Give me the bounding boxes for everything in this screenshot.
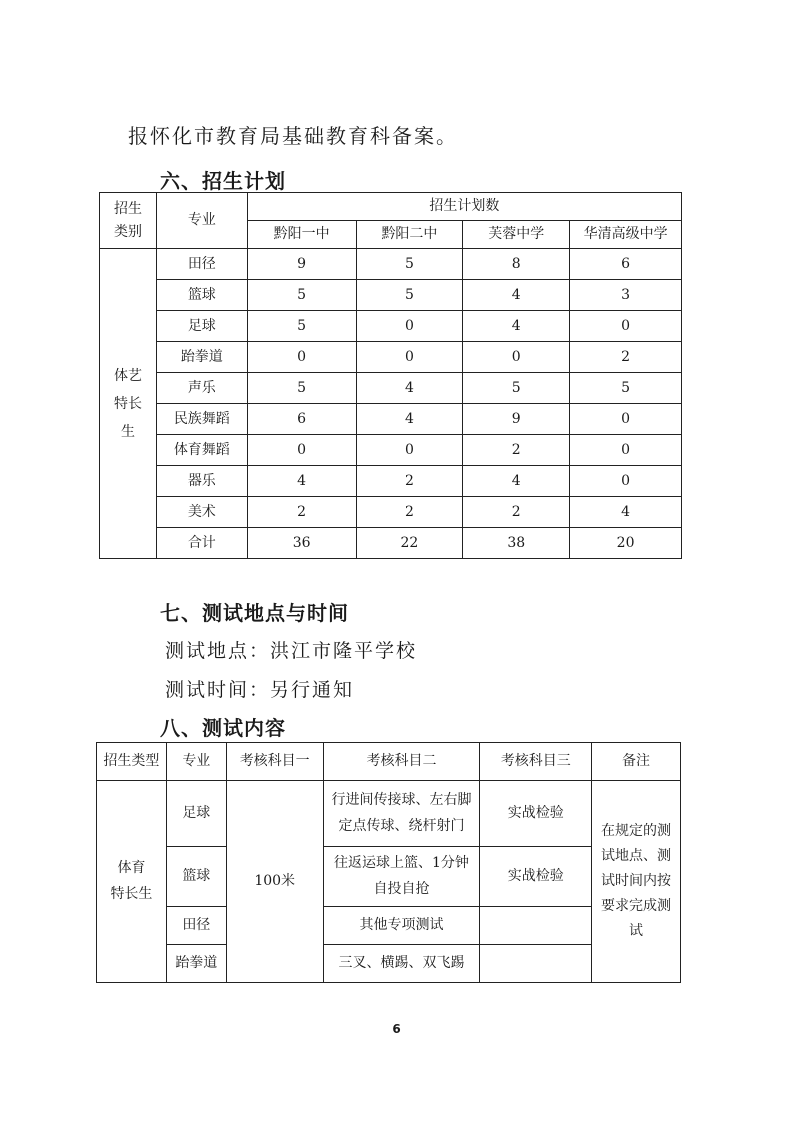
- header-plan-count: 招生计划数: [247, 193, 681, 221]
- major-cell: 篮球: [156, 280, 247, 311]
- major-cell: 足球: [156, 311, 247, 342]
- major-cell: 跆拳道: [156, 342, 247, 373]
- value-cell: 2: [463, 497, 570, 528]
- value-cell: 6: [570, 249, 682, 280]
- section-7-title: 七、测试地点与时间: [160, 601, 349, 625]
- value-cell: 2: [247, 497, 356, 528]
- value-cell: 9: [247, 249, 356, 280]
- major-cell: 跆拳道: [166, 945, 226, 983]
- table-row: [100, 249, 682, 280]
- table-row: [100, 373, 682, 404]
- table-row: [100, 311, 682, 342]
- major-cell: 田径: [156, 249, 247, 280]
- major-cell: 器乐: [156, 466, 247, 497]
- header-cell: 备注: [592, 743, 681, 781]
- value-cell: 5: [570, 373, 682, 404]
- test-content-table: [96, 742, 681, 983]
- page-number: 6: [392, 1022, 401, 1036]
- subject2-cell: 行进间传接球、左右脚 定点传球、绕杆射门: [323, 781, 480, 847]
- value-cell: 5: [247, 311, 356, 342]
- value-cell: 0: [570, 466, 682, 497]
- value-cell: 4: [463, 466, 570, 497]
- value-cell: 0: [463, 342, 570, 373]
- total-cell: 22: [356, 528, 463, 559]
- value-cell: 5: [356, 249, 463, 280]
- subject3-cell: 实战检验: [480, 847, 592, 907]
- table-row: [100, 466, 682, 497]
- value-cell: 0: [570, 435, 682, 466]
- value-cell: 2: [356, 466, 463, 497]
- total-cell: 36: [247, 528, 356, 559]
- major-cell: 合计: [156, 528, 247, 559]
- value-cell: 4: [247, 466, 356, 497]
- section-8-title: 八、测试内容: [160, 716, 286, 740]
- table-row: [100, 280, 682, 311]
- header-major: 专业: [156, 193, 247, 249]
- category-cell: 体艺 特长 生: [100, 249, 157, 559]
- header-school: 黔阳一中: [247, 221, 356, 249]
- value-cell: 8: [463, 249, 570, 280]
- value-cell: 0: [356, 311, 463, 342]
- value-cell: 9: [463, 404, 570, 435]
- table-row: [100, 497, 682, 528]
- value-cell: 4: [356, 404, 463, 435]
- value-cell: 5: [247, 373, 356, 404]
- major-cell: 篮球: [166, 847, 226, 907]
- header-school: 芙蓉中学: [463, 221, 570, 249]
- subject3-cell: 实战检验: [480, 781, 592, 847]
- value-cell: 4: [463, 311, 570, 342]
- value-cell: 0: [356, 342, 463, 373]
- table-row: [100, 342, 682, 373]
- major-cell: 声乐: [156, 373, 247, 404]
- value-cell: 2: [356, 497, 463, 528]
- remark-cell: 在规定的测 试地点、测 试时间内按 要求完成测 试: [592, 781, 681, 983]
- header-school: 黔阳二中: [356, 221, 463, 249]
- value-cell: 2: [463, 435, 570, 466]
- major-cell: 田径: [166, 907, 226, 945]
- value-cell: 0: [570, 404, 682, 435]
- subject2-cell: 往返运球上篮、1分钟 自投自抢: [323, 847, 480, 907]
- value-cell: 0: [570, 311, 682, 342]
- value-cell: 4: [463, 280, 570, 311]
- value-cell: 4: [356, 373, 463, 404]
- table-row: [100, 435, 682, 466]
- value-cell: 0: [247, 435, 356, 466]
- subject1-cell: 100米: [226, 781, 323, 983]
- table-row: [100, 404, 682, 435]
- major-cell: 美术: [156, 497, 247, 528]
- total-row: [100, 528, 682, 559]
- subject3-cell: [480, 907, 592, 945]
- value-cell: 5: [463, 373, 570, 404]
- header-cell: 考核科目三: [480, 743, 592, 781]
- section-6-title: 六、招生计划: [160, 169, 286, 193]
- major-cell: 体育舞蹈: [156, 435, 247, 466]
- total-cell: 20: [570, 528, 682, 559]
- major-cell: 民族舞蹈: [156, 404, 247, 435]
- value-cell: 5: [356, 280, 463, 311]
- value-cell: 4: [570, 497, 682, 528]
- enrollment-plan-table: [99, 192, 682, 559]
- category-cell: 体育 特长生: [97, 781, 167, 983]
- value-cell: 3: [570, 280, 682, 311]
- subject2-cell: 其他专项测试: [323, 907, 480, 945]
- total-cell: 38: [463, 528, 570, 559]
- header-cell: 专业: [166, 743, 226, 781]
- intro-text: 报怀化市教育局基础教育科备案。: [128, 124, 458, 148]
- value-cell: 5: [247, 280, 356, 311]
- subject2-cell: 三叉、横踢、双飞踢: [323, 945, 480, 983]
- test-location: 测试地点：洪江市隆平学校: [165, 640, 418, 662]
- value-cell: 6: [247, 404, 356, 435]
- table-row: [97, 781, 681, 847]
- test-time: 测试时间：另行通知: [165, 679, 355, 701]
- value-cell: 0: [356, 435, 463, 466]
- header-cell: 招生类型: [97, 743, 167, 781]
- value-cell: 2: [570, 342, 682, 373]
- header-cell: 考核科目一: [226, 743, 323, 781]
- major-cell: 足球: [166, 781, 226, 847]
- value-cell: 0: [247, 342, 356, 373]
- subject3-cell: [480, 945, 592, 983]
- header-school: 华清高级中学: [570, 221, 682, 249]
- header-category: 招生 类别: [100, 193, 157, 249]
- header-cell: 考核科目二: [323, 743, 480, 781]
